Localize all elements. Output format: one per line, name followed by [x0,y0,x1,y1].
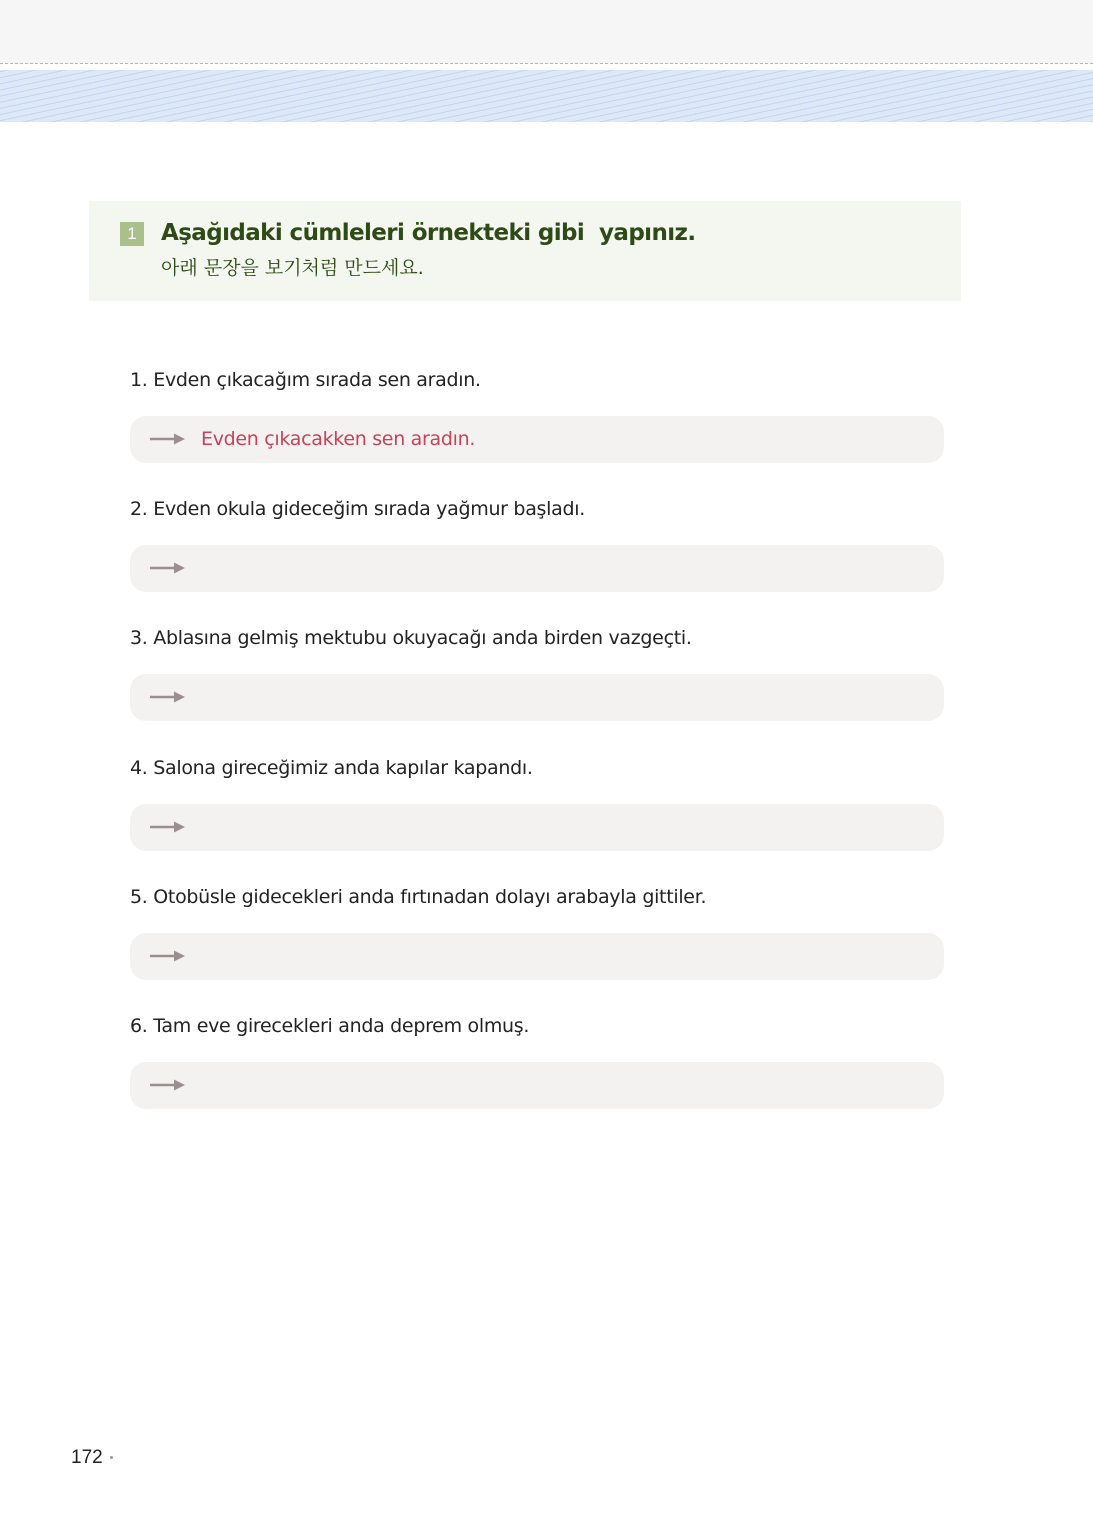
header-stripe-band [0,70,1093,122]
exercise-question: 3. Ablasına gelmiş mektubu okuyacağı anda birden vazgeçti. [130,627,692,649]
answer-field[interactable] [130,545,944,592]
arrow-right-icon [150,821,186,833]
exercise-question: 5. Otobüsle gidecekleri anda fırtınadan dolayı arabayla gittiler. [130,886,707,908]
page-number-dot [110,1456,113,1459]
exercise-number-badge: 1 [120,222,144,246]
arrow-right-icon [150,433,186,445]
exercise-question: 2. Evden okula gideceğim sırada yağmur başladı. [130,498,585,520]
answer-text: Evden çıkacakken sen aradın. [201,428,476,450]
header-band [0,0,1093,64]
exercise-subtitle: 아래 문장을 보기처럼 만드세요. [161,257,424,279]
arrow-right-icon [150,691,186,703]
exercise-question: 4. Salona gireceğimiz anda kapılar kapandı. [130,757,533,779]
exercise-title: Aşağıdaki cümleleri örnekteki gibi yapınız. [161,220,696,246]
answer-field[interactable] [130,933,944,980]
arrow-right-icon [150,1079,186,1091]
header-divider [0,63,1093,64]
answer-field[interactable] [130,674,944,721]
arrow-right-icon [150,950,186,962]
answer-field[interactable] [130,1062,944,1109]
exercise-question: 6. Tam eve girecekleri anda deprem olmuş. [130,1015,530,1037]
page-number: 172 [71,1447,103,1468]
answer-field[interactable] [130,416,944,463]
exercise-question: 1. Evden çıkacağım sırada sen aradın. [130,369,481,391]
arrow-right-icon [150,562,186,574]
instruction-box [89,201,961,301]
answer-field[interactable] [130,804,944,851]
